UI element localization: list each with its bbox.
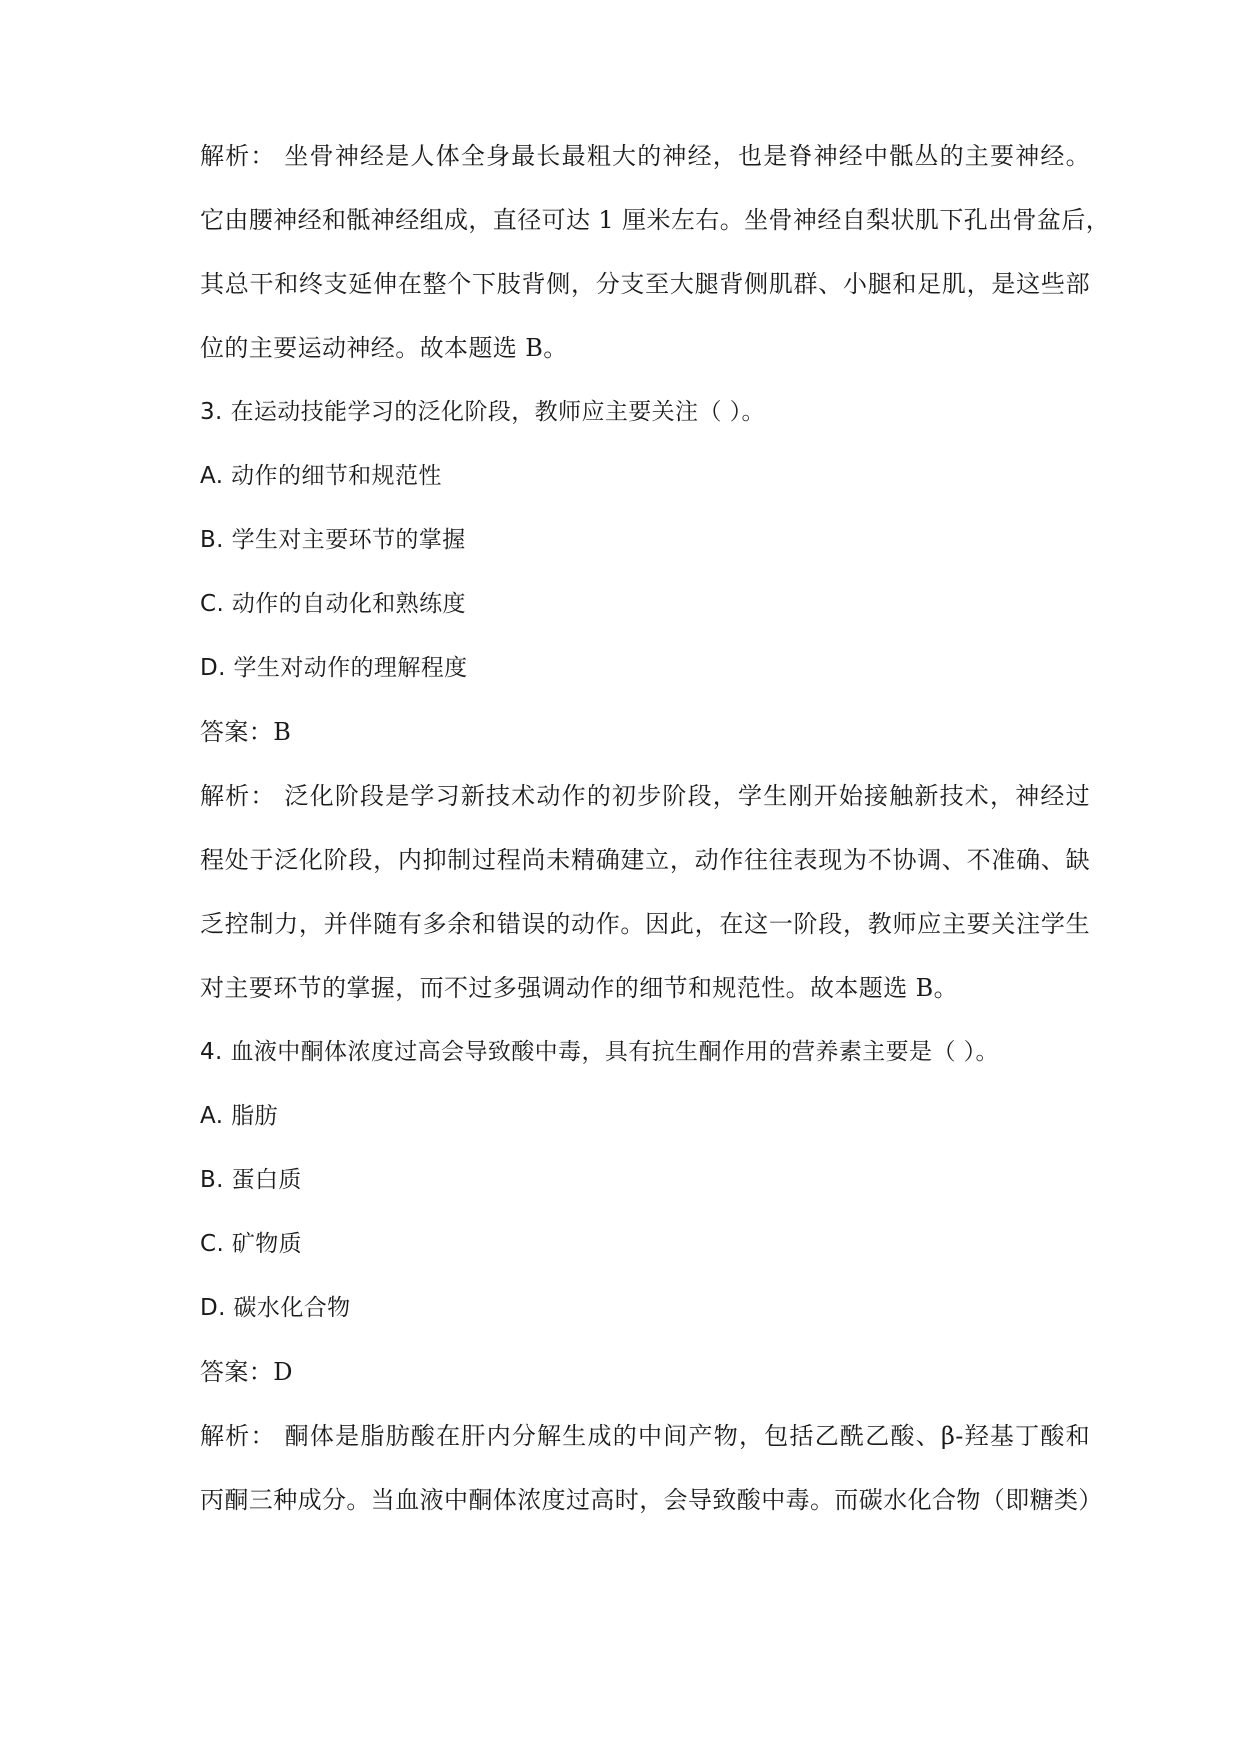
- q3-analysis-line-4: 对主要环节的掌握，而不过多强调动作的细节和规范性。故本题选 B。: [200, 974, 959, 1002]
- q3-option-c: C. 动作的自动化和熟练度: [200, 591, 466, 617]
- document-page: [200, 140, 1111, 1548]
- q2-analysis-line-4: 位的主要运动神经。故本题选 B。: [200, 334, 568, 362]
- q3-option-a: A. 动作的细节和规范性: [200, 463, 442, 489]
- q4-option-a: A. 脂肪: [200, 1103, 278, 1129]
- q3-answer: 答案：B: [200, 718, 292, 746]
- q2-analysis-line-1: 解析： 坐骨神经是人体全身最长最粗大的神经，也是脊神经中骶丛的主要神经。: [200, 142, 1090, 170]
- q4-option-b: B. 蛋白质: [200, 1167, 302, 1193]
- q4-answer: 答案：D: [200, 1358, 293, 1386]
- q3-option-d: D. 学生对动作的理解程度: [200, 655, 468, 681]
- q4-option-d: D. 碳水化合物: [200, 1295, 351, 1321]
- q4-analysis-line-2: 丙酮三种成分。当血液中酮体浓度过高时，会导致酸中毒。而碳水化合物（即糖类）: [200, 1486, 1103, 1514]
- q4-option-c: C. 矿物质: [200, 1231, 303, 1257]
- q3-option-b: B. 学生对主要环节的掌握: [200, 527, 466, 553]
- q4-stem: 4. 血液中酮体浓度过高会导致酸中毒，具有抗生酮作用的营养素主要是（ ）。: [200, 1039, 999, 1065]
- q2-analysis-line-2: 它由腰神经和骶神经组成，直径可达 1 厘米左右。坐骨神经自梨状肌下孔出骨盆后，: [200, 206, 1111, 234]
- q3-analysis-line-2: 程处于泛化阶段，内抑制过程尚未精确建立，动作往往表现为不协调、不准确、缺: [200, 846, 1090, 874]
- q4-analysis-line-1: 解析： 酮体是脂肪酸在肝内分解生成的中间产物，包括乙酰乙酸、β-羟基丁酸和: [200, 1422, 1090, 1450]
- q2-analysis-line-3: 其总干和终支延伸在整个下肢背侧，分支至大腿背侧肌群、小腿和足肌，是这些部: [200, 270, 1090, 298]
- q3-stem: 3. 在运动技能学习的泛化阶段，教师应主要关注（ ）。: [200, 399, 765, 425]
- q3-analysis-line-3: 乏控制力，并伴随有多余和错误的动作。因此，在这一阶段，教师应主要关注学生: [200, 910, 1090, 938]
- q3-analysis-line-1: 解析： 泛化阶段是学习新技术动作的初步阶段，学生刚开始接触新技术，神经过: [200, 782, 1090, 810]
